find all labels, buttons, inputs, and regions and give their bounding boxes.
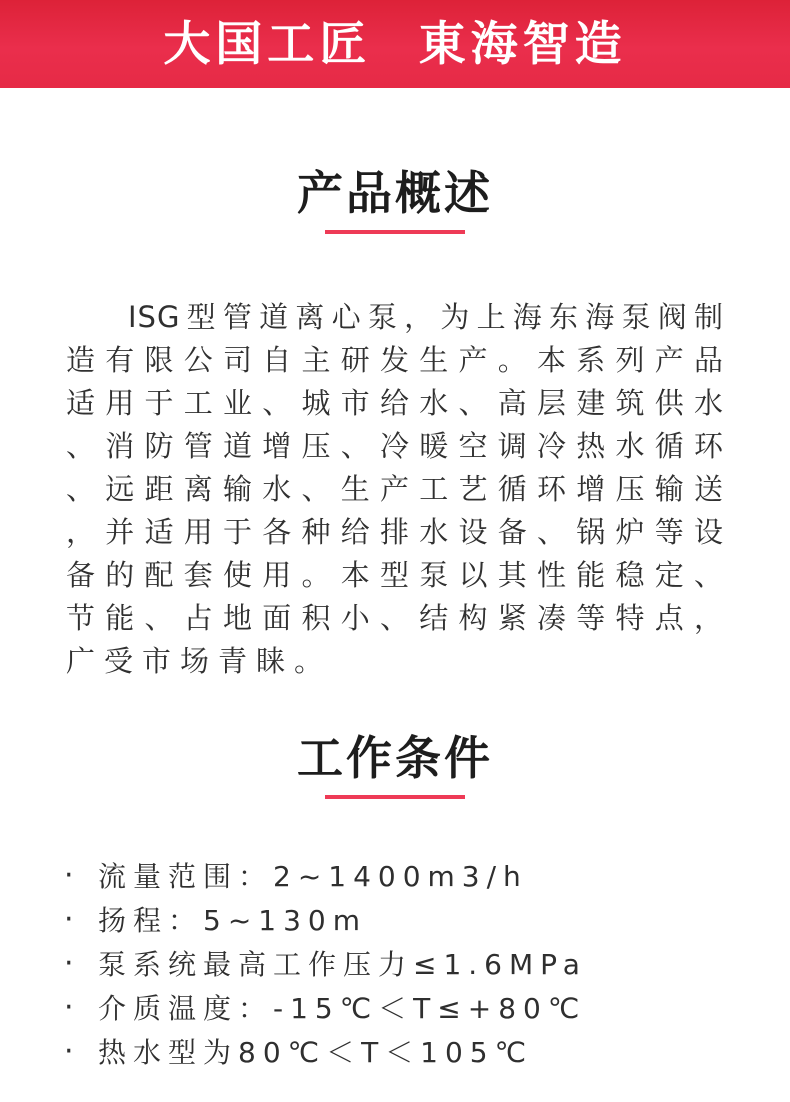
bullet-dot-icon: · bbox=[64, 945, 74, 981]
overview-section bbox=[0, 168, 790, 683]
condition-item-text: 泵系统最高工作压力≤1.6MPa bbox=[98, 948, 587, 981]
overview-line: 备的配套使用。本型泵以其性能稳定、 bbox=[66, 558, 724, 592]
overview-line: ，并适用于各种给排水设备、锅炉等设 bbox=[66, 515, 724, 549]
condition-item-text: 热水型为80℃＜T＜105℃ bbox=[98, 1036, 534, 1069]
overview-line: 造有限公司自主研发生产。本系列产品 bbox=[66, 343, 724, 377]
overview-title-underline bbox=[325, 230, 465, 234]
overview-line: 、远距离输水、生产工艺循环增压输送 bbox=[66, 472, 724, 506]
overview-line: 广受市场青睐。 bbox=[66, 644, 333, 678]
condition-item bbox=[64, 1029, 726, 1073]
condition-item bbox=[64, 985, 726, 1029]
top-banner bbox=[0, 0, 790, 88]
bullet-dot-icon: · bbox=[64, 1033, 74, 1069]
banner-title: 大国工匠 東海智造 bbox=[163, 16, 627, 72]
conditions-list bbox=[64, 853, 726, 1073]
condition-item bbox=[64, 853, 726, 897]
bullet-dot-icon: · bbox=[64, 857, 74, 893]
overview-line: 节能、占地面积小、结构紧凑等特点， bbox=[66, 601, 724, 635]
overview-line: 适用于工业、城市给水、高层建筑供水 bbox=[66, 386, 724, 420]
overview-line: ISG型管道离心泵，为上海东海泵阀制 bbox=[128, 300, 724, 334]
bullet-dot-icon: · bbox=[64, 901, 74, 937]
condition-item-text: 扬程：5~130m bbox=[98, 904, 367, 937]
condition-item bbox=[64, 897, 726, 941]
condition-item-text: 流量范围：2~1400m3/h bbox=[98, 860, 528, 893]
conditions-section-title: 工作条件 bbox=[297, 731, 493, 785]
bullet-dot-icon: · bbox=[64, 989, 74, 1025]
conditions-title-underline bbox=[325, 795, 465, 799]
overview-section-title: 产品概述 bbox=[297, 166, 493, 220]
condition-item bbox=[64, 941, 726, 985]
overview-line: 、消防管道增压、冷暖空调冷热水循环 bbox=[66, 429, 724, 463]
working-conditions-section bbox=[0, 733, 790, 1073]
overview-paragraph bbox=[66, 296, 724, 683]
condition-item-text: 介质温度：-15℃＜T≤+80℃ bbox=[98, 992, 587, 1025]
